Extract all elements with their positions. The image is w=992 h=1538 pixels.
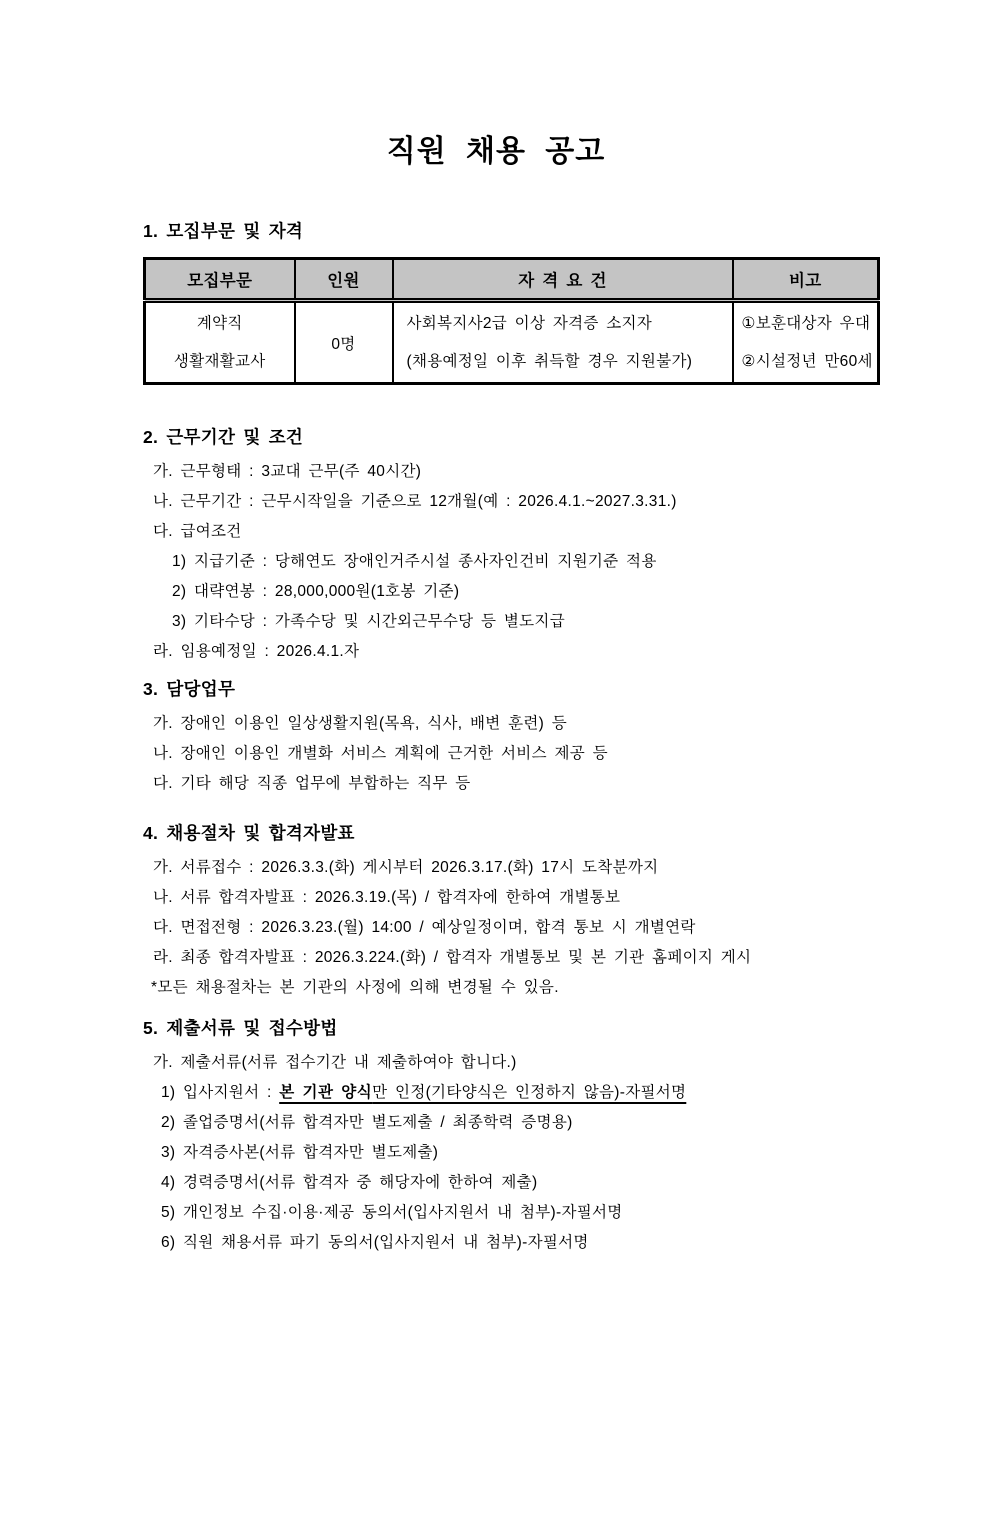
list-item: 가. 서류접수 : 2026.3.3.(화) 게시부터 2026.3.17.(화) 17시 도착분까지 (153, 859, 659, 876)
list-item: 나. 근무기간 : 근무시작일을 기준으로 12개월(예 : 2026.4.1.~2027.3.31.) (153, 493, 677, 510)
section-documents (143, 1018, 877, 1258)
section-process (143, 823, 877, 1003)
list-item: 다. 급여조건 (153, 523, 242, 540)
section-work-conditions (143, 427, 877, 667)
note-line: ①보훈대상자 우대 (741, 314, 871, 332)
list-item: 나. 서류 합격자발표 : 2026.3.19.(목) / 합격자에 한하여 개별통보 (153, 889, 621, 906)
application-form-prefix: 1) 입사지원서 : (161, 1084, 280, 1101)
application-form-underlined: 만 인정(기타양식은 인정하지 않음)-자필서명 (372, 1084, 687, 1101)
position-line: 생활재활교사 (173, 352, 266, 370)
qualification-line: (채용예정일 이후 취득할 경우 지원불가) (406, 352, 693, 370)
application-form-requirement (279, 1084, 686, 1101)
cell-position (145, 301, 295, 384)
list-item: 가. 장애인 이용인 일상생활지원(목욕, 식사, 배변 훈련) 등 (153, 715, 567, 732)
list-subitem: 6) 직원 채용서류 파기 동의서(입사지원서 내 첨부)-자필서명 (161, 1234, 589, 1251)
list-subitem: 3) 기타수당 : 가족수당 및 시간외근무수당 등 별도지급 (172, 613, 565, 630)
list-subitem: 4) 경력증명서(서류 합격자 중 해당자에 한하여 제출) (161, 1174, 538, 1191)
application-form-bold: 본 기관 양식 (279, 1084, 373, 1101)
section-5-heading: 5. 제출서류 및 접수방법 (143, 1018, 338, 1038)
list-item: 라. 임용예정일 : 2026.4.1.자 (153, 643, 360, 660)
section-4-heading: 4. 채용절차 및 합격자발표 (143, 823, 355, 843)
list-subitem: 1) 지급기준 : 당해연도 장애인거주시설 종사자인건비 지원기준 적용 (172, 553, 657, 570)
col-header-qualification: 자 격 요 건 (393, 259, 733, 301)
document-page (0, 135, 992, 1538)
list-subitem: 2) 대략연봉 : 28,000,000원(1호봉 기준) (172, 583, 460, 600)
list-item: 가. 제출서류(서류 접수기간 내 제출하여야 합니다.) (153, 1054, 517, 1071)
col-header-note: 비고 (733, 259, 879, 301)
list-item: 나. 장애인 이용인 개별화 서비스 계획에 근거한 서비스 제공 등 (153, 745, 608, 762)
cell-note (733, 301, 879, 384)
col-header-headcount: 인원 (295, 259, 393, 301)
section-recruitment (143, 221, 877, 385)
list-subitem: 3) 자격증사본(서류 합격자만 별도제출) (161, 1144, 439, 1161)
section-2-heading: 2. 근무기간 및 조건 (143, 427, 304, 447)
list-subitem-application-form (143, 1078, 877, 1108)
qualification-line: 사회복지사2급 이상 자격증 소지자 (406, 314, 653, 332)
section-5-lines (143, 1048, 877, 1258)
table-row (145, 301, 879, 384)
document-content (143, 221, 877, 1258)
list-item: 가. 근무형태 : 3교대 근무(주 40시간) (153, 463, 422, 480)
page-title: 직원 채용 공고 (386, 135, 606, 168)
position-line: 계약직 (196, 314, 243, 332)
list-item: 라. 최종 합격자발표 : 2026.3.224.(화) / 합격자 개별통보 및 본 기관 홈페이지 게시 (153, 949, 752, 966)
col-header-position: 모집부문 (145, 259, 295, 301)
cell-headcount: 0명 (295, 301, 393, 384)
section-1-heading: 1. 모집부문 및 자격 (143, 221, 304, 241)
section-duties (143, 679, 877, 799)
list-subitem: 5) 개인정보 수집·이용·제공 동의서(입사지원서 내 첨부)-자필서명 (161, 1204, 623, 1221)
recruitment-table (143, 257, 880, 385)
list-item: 다. 기타 해당 직종 업무에 부합하는 직무 등 (153, 775, 471, 792)
list-item: 다. 면접전형 : 2026.3.23.(월) 14:00 / 예상일정이며, 합격 통보 시 개별연락 (153, 919, 696, 936)
process-change-note: *모든 채용절차는 본 기관의 사정에 의해 변경될 수 있음. (151, 979, 559, 996)
section-4-lines (143, 853, 877, 1003)
note-line: ②시설정년 만60세 (741, 352, 873, 370)
list-subitem: 2) 졸업증명서(서류 합격자만 별도제출 / 최종학력 증명용) (161, 1114, 573, 1131)
section-3-lines (143, 709, 877, 799)
cell-qualification (393, 301, 733, 384)
section-2-lines (143, 457, 877, 667)
table-header-row (145, 259, 879, 301)
section-3-heading: 3. 담당업무 (143, 679, 236, 699)
